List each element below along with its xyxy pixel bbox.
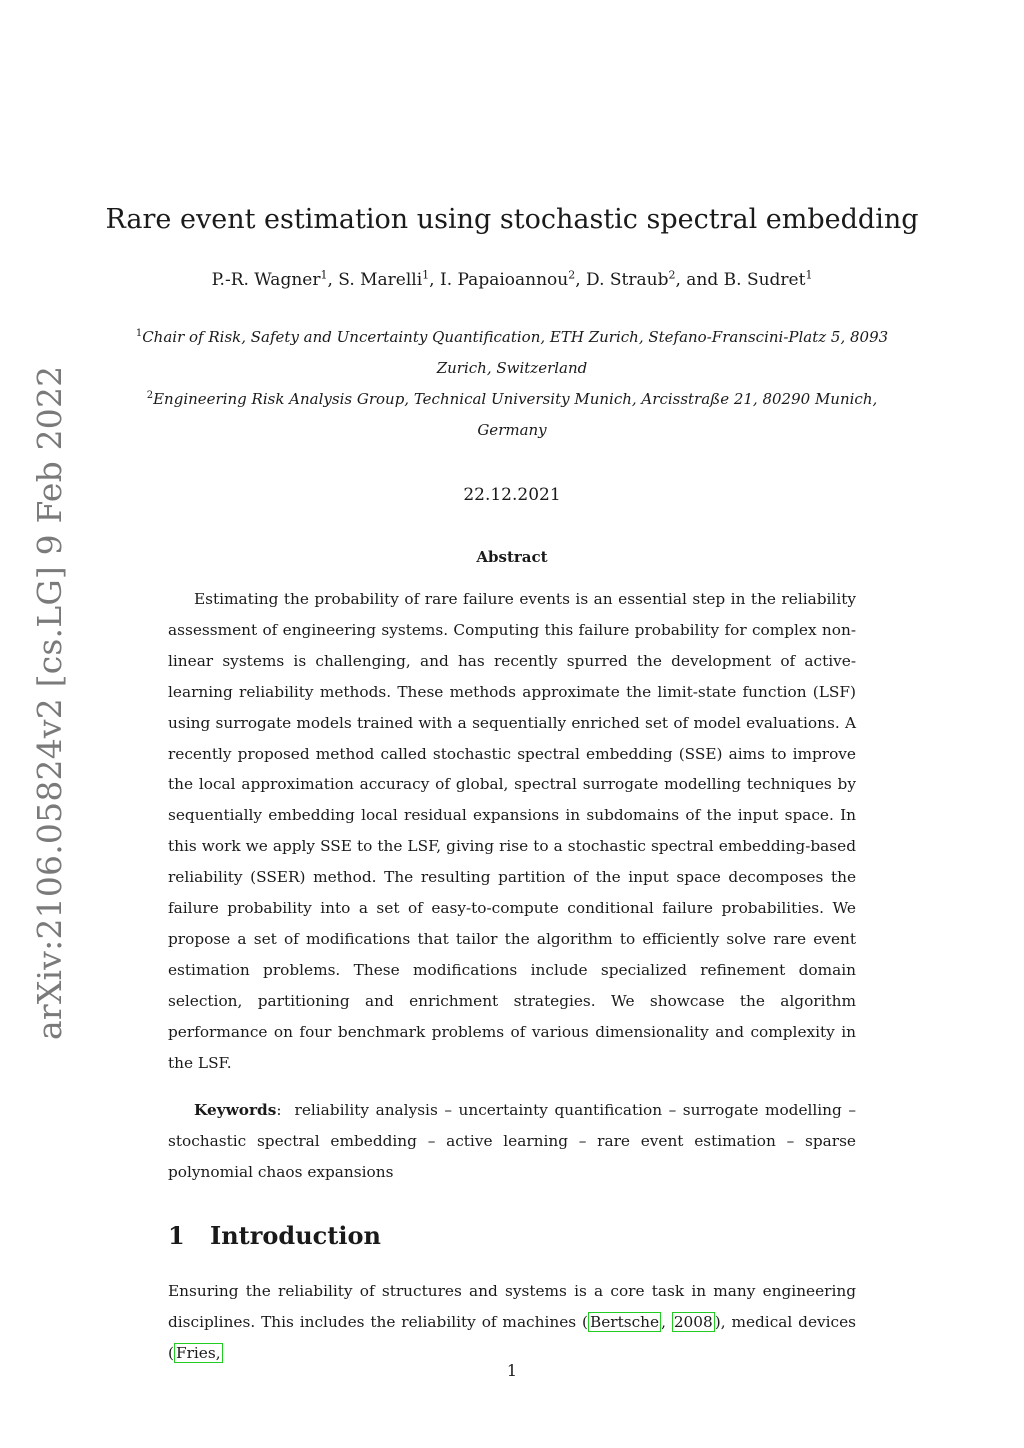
affiliation-2: $^2$Engineering Risk Analysis Group, Technical University Munich, Arcisstraße 21, 80290 Munich, Germany xyxy=(146,390,878,439)
abstract-heading: Abstract xyxy=(476,548,548,566)
author: D. Straub$^2$, and xyxy=(586,268,724,290)
paper-date: 22.12.2021 xyxy=(463,485,561,505)
affiliation-1: $^1$Chair of Risk, Safety and Uncertainty Quantification, ETH Zurich, Stefano-Franscini-Platz 5, 8093 Zurich, Switzerland xyxy=(135,328,889,377)
page-number: 1 xyxy=(506,1361,518,1380)
keywords: Keywords: reliability analysis – uncertainty quantification – surrogate modelling – stochastic spectral embedding – active learning – rare event estimation – sparse polynomial chaos expansions xyxy=(168,1101,856,1181)
author: B. Sudret$^1$ xyxy=(723,268,813,290)
keywords-text: reliability analysis – uncertainty quantification – surrogate modelling – stochastic spectral embedding – active learning – rare event estimation – sparse polynomial chaos expansions xyxy=(168,1101,856,1181)
author: S. Marelli$^1$, xyxy=(338,268,440,290)
paper-title: Rare event estimation using stochastic spectral embedding xyxy=(105,204,919,235)
author: I. Papaioannou$^2$, xyxy=(439,268,587,290)
author: P.-R. Wagner$^1$, xyxy=(211,268,339,290)
author-list xyxy=(0,268,1024,290)
arxiv-stamp[interactable]: arXiv:2106.05824v2 [cs.LG] 9 Feb 2022 xyxy=(30,365,69,1040)
citation-link[interactable]: 2008 xyxy=(673,1312,713,1331)
citation-link[interactable]: Bertsche xyxy=(589,1312,660,1331)
keywords-label: Keywords xyxy=(194,1101,277,1119)
section-heading: 1 Introduction xyxy=(168,1221,381,1250)
citation-link[interactable]: Fries, xyxy=(175,1343,221,1362)
abstract-text: Estimating the probability of rare failure events is an essential step in the reliability assessment of engineering systems. Computing this failure probability for complex non-linear systems is challenging, and has recently spurred the development of active-learning reliability methods. These methods approximate the limit-state function (LSF) using surrogate models trained with a sequentially enriched set of model evaluations. A recently proposed method called stochastic spectral embedding (SSE) aims to improve the local approximation accuracy of global, spectral surrogate modelling techniques by sequentially embedding local residual expansions in subdomains of the input space. In this work we apply SSE to the LSF, giving rise to a stochastic spectral embedding-based reliability (SSER) method. The resulting partition of the input space decomposes the failure probability into a set of easy-to-compute conditional failure probabilities. We propose a set of modifications that tailor the algorithm to efficiently solve rare event estimation problems. These modifications include specialized refinement domain selection, partitioning and enrichment strategies. We showcase the algorithm performance on four benchmark problems of various dimensionality and complexity in the LSF. xyxy=(168,590,856,1072)
intro-paragraph: Ensuring the reliability of structures and systems is a core task in many engineering disciplines. This includes the reliability of machines ( Bertsche , 2008 ), medical devices ( Fries, xyxy=(168,1282,857,1362)
